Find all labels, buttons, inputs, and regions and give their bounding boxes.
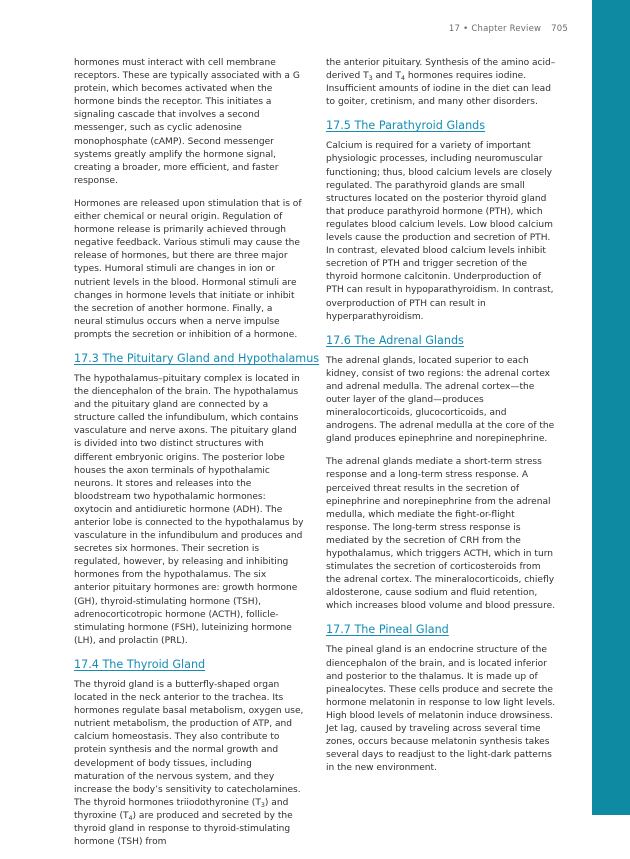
text-run: ) and thyroxine (T [74, 797, 289, 821]
running-head [449, 24, 568, 34]
right-column [326, 57, 556, 785]
paragraph: hormones must interact with cell membrane receptors. These are typically associated with a G protein, which becomes activated when the hormone binds the receptor. This initiates a signaling cascade that involves a second messenger, such as cyclic adenosine monophosphate (cAMP). Second messenger systems greatly amplify the hormone signal, creating a broader, more efficient, and faster response. [74, 58, 300, 186]
text-run: The thyroid gland is a butterfly-shaped organ located in the neck anterior to the trachea. Its hormones regulate basal metabolism, oxygen use, nutrient metabolism, the production of ATP, and calcium homeostasis. They also contribute to protein synthesis and the normal growth and development of body tissues, including maturation of the nervous system, and they increase the body’s sensitivity to catecholamines. The thyroid hormones triiodothyronine (T [74, 679, 304, 808]
text-run: and T [372, 71, 401, 82]
text-run: ) are produced and secreted by the thyroid gland in response to thyroid-stimulating hormone (TSH) from [74, 810, 293, 848]
paragraph: The adrenal glands mediate a short-term stress response and a long-term stress response. A perceived threat results in the secretion of epinephrine and norepinephrine from the adrenal medulla, which mediate the fight-or-flight response. The long-term stress response is mediated by the secretion of CRH from the hypothalamus, which triggers ACTH, which in turn stimulates the secretion of corticosteroids from the adrenal cortex. The mineralocorticoids, chiefly aldosterone, cause sodium and fluid retention, which increases blood volume and blood pressure. [326, 457, 556, 612]
section-heading-thyroid[interactable]: 17.4 The Thyroid Gland [74, 657, 206, 671]
page-number: 705 [551, 24, 568, 34]
left-column [74, 57, 320, 859]
subscript: 4 [128, 814, 133, 822]
page-edge-color-bar [592, 0, 630, 815]
text-run: the anterior pituitary. Synthesis of the amino acid–derived T [326, 58, 556, 82]
section-heading-adrenal[interactable]: 17.6 The Adrenal Glands [326, 333, 464, 347]
paragraph: Calcium is required for a variety of important physiologic processes, including neuromuscular functioning; thus, blood calcium levels are closely regulated. The parathyroid glands are small structures located on the posterior thyroid gland that produce parathyroid hormone (PTH), which regulates blood calcium levels. Low blood calcium levels cause the production and secretion of PTH. In contrast, elevated blood calcium levels inhibit secretion of PTH and trigger secretion of the thyroid hormone calcitonin. Underproduction of PTH can result in hypoparathyroidism. In contrast, overproduction of PTH can result in hyperparathyroidism. [326, 141, 554, 322]
paragraph: The hypothalamus–pituitary complex is located in the diencephalon of the brain. The hypothalamus and the pituitary gland are connected by a structure called the infundibulum, which contains vasculature and nerve axons. The pituitary gland is divided into two distinct structures with different embryonic origins. The posterior lobe houses the axon terminals of hypothalamic neurons. It stores and releases into the bloodstream two hypothalamic hormones: oxytocin and antidiuretic hormone (ADH). The anterior lobe is connected to the hypothalamus by vasculature in the infundibulum and produces and secretes six hormones. Their secretion is regulated, however, by releasing and inhibiting hormones from the hypothalamus. The six anterior pituitary hormones are: growth hormone (GH), thyroid-stimulating hormone (TSH), adrenocorticotropic hormone (ACTH), follicle-stimulating hormone (FSH), luteinizing hormone (LH), and prolactin (PRL). [74, 373, 304, 646]
subscript: 4 [400, 75, 405, 83]
paragraph: The pineal gland is an endocrine structure of the diencephalon of the brain, and is located inferior and posterior to the thalamus. It is made up of pinealocytes. These cells produce and secrete the hormone melatonin in response to low light levels. High blood levels of melatonin induce drowsiness. Jet lag, caused by traveling across several time zones, occurs because melatonin synthesis takes several days to readjust to the light-dark patterns in the new environment. [326, 645, 556, 774]
paragraph [326, 57, 556, 109]
text-run: hormones requires iodine. Insufficient amounts of iodine in the diet can lead to goiter, cretinism, and many other disorders. [326, 71, 551, 108]
chapter-number: 17 [448, 24, 461, 34]
section-title: Chapter Review [471, 24, 542, 34]
section-heading-pituitary[interactable]: 17.3 The Pituitary Gland and Hypothalamus [74, 351, 320, 365]
paragraph: The adrenal glands, located superior to each kidney, consist of two regions: the adrenal cortex and adrenal medulla. The adrenal cortex—the outer layer of the gland—produces mineralocorticoids, glucocorticoids, and androgens. The adrenal medulla at the core of the gland produces epinephrine and norepinephrine. [326, 355, 555, 445]
section-heading-parathyroid[interactable]: 17.5 The Parathyroid Glands [326, 119, 486, 133]
paragraph: Hormones are released upon stimulation that is of either chemical or neural origin. Regulation of hormone release is primarily achieved through negative feedback. Various stimuli may cause the release of hormones, but there are three major types. Humoral stimuli are changes in ion or nutrient levels in the blood. Hormonal stimuli are changes in hormone levels that initiate or inhibit the secretion of another hormone. Finally, a neural stimulus occurs when a nerve impulse prompts the secretion or inhibition of a hormone. [74, 198, 302, 340]
subscript: 3 [368, 75, 373, 83]
section-heading-pineal[interactable]: 17.7 The Pineal Gland [326, 623, 449, 637]
bullet-separator: • [463, 24, 469, 34]
subscript: 3 [260, 801, 265, 809]
paragraph [74, 679, 304, 849]
